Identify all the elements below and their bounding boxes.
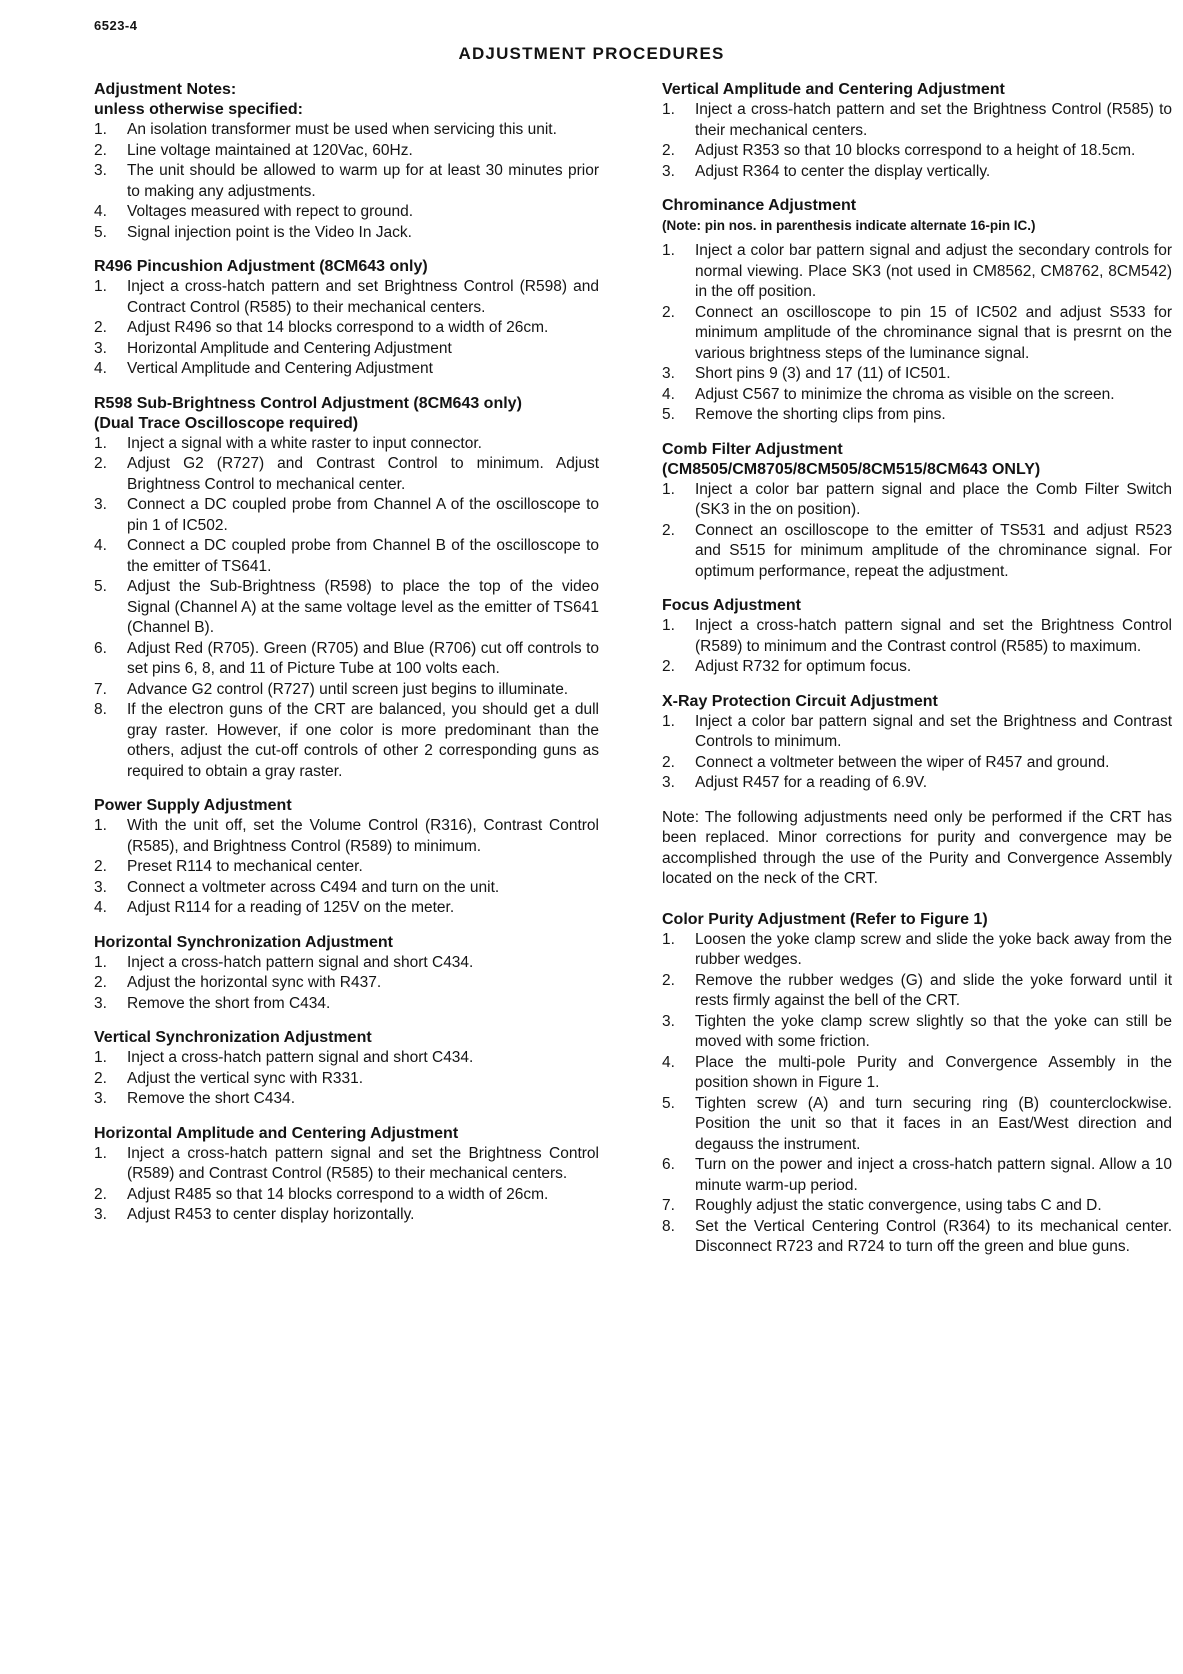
step-text: Short pins 9 (3) and 17 (11) of IC501.: [695, 365, 951, 382]
section-subtitle: (Dual Trace Oscilloscope required): [94, 414, 359, 432]
right-column: [662, 80, 1172, 1272]
step-text: The unit should be allowed to warm up for at least 30 minutes prior to making any adjustments.: [127, 162, 599, 200]
step-text: Inject a cross-hatch pattern signal and short C434.: [127, 953, 474, 971]
step-item: [662, 1217, 1172, 1258]
step-number: 1.: [94, 1144, 107, 1162]
step-text: Tighten screw (A) and turn securing ring (B) counterclockwise. Position the unit so that it faces in an East/West direction and degauss the instrument.: [695, 1094, 1172, 1153]
step-item: [662, 1012, 1172, 1053]
step-text: Adjust the vertical sync with R331.: [127, 1069, 364, 1087]
step-item: [662, 385, 1172, 406]
step-text: Adjust R457 for a reading of 6.9V.: [695, 774, 928, 791]
step-number: 2.: [94, 974, 107, 991]
step-number: 2.: [94, 455, 107, 472]
right-top-sections: [662, 80, 1172, 794]
step-item: [94, 359, 599, 380]
step-item: [94, 878, 599, 899]
section-title: X-Ray Protection Circuit Adjustment: [662, 692, 938, 710]
page-id: 6523-4: [94, 18, 138, 33]
step-number: 1.: [94, 434, 107, 452]
step-number: 8.: [94, 701, 107, 718]
step-item: [94, 536, 599, 577]
step-item: [662, 241, 1172, 303]
section-title: Adjustment Notes:: [94, 81, 237, 98]
step-list: [662, 241, 1172, 426]
section-chrominance-adjustment: [662, 196, 1172, 426]
step-item: [94, 141, 599, 162]
step-number: 3.: [94, 339, 107, 357]
step-item: [94, 1144, 599, 1185]
step-text: An isolation transformer must be used when servicing this unit.: [127, 121, 557, 138]
step-number: 3.: [662, 365, 675, 382]
step-text: Horizontal Amplitude and Centering Adjustment: [127, 339, 452, 357]
step-text: Voltages measured with repect to ground.: [127, 203, 414, 220]
step-item: [94, 994, 599, 1015]
step-number: 1.: [94, 1049, 107, 1066]
step-item: [94, 1069, 599, 1090]
section-focus-adjustment: [662, 596, 1172, 678]
step-number: 2.: [662, 142, 675, 159]
step-number: 1.: [94, 278, 107, 295]
step-number: 1.: [662, 712, 675, 730]
step-list: [94, 120, 599, 243]
step-number: 5.: [94, 223, 107, 241]
step-text: Inject a color bar pattern signal and adjust the secondary controls for normal viewing. Place SK3 (not used in CM8562, CM8762, 8CM542) in the off position.: [695, 242, 1172, 300]
step-number: 1.: [662, 930, 675, 948]
step-text: Adjust R485 so that 14 blocks correspond to a width of 26cm.: [127, 1185, 549, 1203]
step-item: [94, 1205, 599, 1226]
section-title: Vertical Synchronization Adjustment: [94, 1029, 372, 1046]
step-text: Line voltage maintained at 120Vac, 60Hz.: [127, 141, 413, 159]
step-text: Inject a cross-hatch pattern and set the Brightness Control (R585) to their mechanical centers.: [695, 101, 1172, 139]
step-text: Adjust G2 (R727) and Contrast Control to minimum. Adjust Brightness Control to mechanical center.: [127, 455, 599, 493]
step-number: 3.: [94, 162, 107, 179]
step-number: 4.: [94, 899, 107, 916]
section-x-ray-protection-circuit-adjustment: [662, 692, 1172, 794]
section-adjustment-notes: [94, 80, 599, 243]
section-title: Color Purity Adjustment (Refer to Figure 1): [662, 910, 988, 928]
step-text: Preset R114 to mechanical center.: [127, 858, 363, 875]
section-r598-sub-brightness-control-adjustment-8cm643-only: [94, 394, 599, 783]
step-text: Adjust Red (R705). Green (R705) and Blue (R706) cut off controls to set pins 6, 8, and 11 of Picture Tube at 100 volts each.: [127, 639, 599, 677]
step-text: Inject a cross-hatch pattern signal and set the Brightness Control (R589) and Contrast Control (R585) to their mechanical centers.: [127, 1144, 599, 1182]
step-item: [94, 202, 599, 223]
step-item: [94, 339, 599, 360]
step-number: 5.: [662, 1094, 675, 1112]
step-text: Connect a voltmeter across C494 and turn on the unit.: [127, 878, 500, 896]
step-item: [662, 971, 1172, 1012]
step-number: 1.: [662, 101, 675, 118]
section-title: Horizontal Amplitude and Centering Adjustment: [94, 1124, 459, 1142]
step-item: [662, 1155, 1172, 1196]
right-bottom-sections: [662, 910, 1172, 1258]
section-title: Chrominance Adjustment: [662, 197, 857, 214]
step-number: 2.: [662, 521, 675, 539]
step-text: Tighten the yoke clamp screw slightly so that the yoke can still be moved with some friction.: [695, 1012, 1172, 1050]
step-item: [94, 1048, 599, 1069]
step-item: [94, 973, 599, 994]
step-text: Inject a cross-hatch pattern signal and set the Brightness Control (R589) to minimum and the Contrast control (R585) to maximum.: [695, 617, 1172, 655]
step-number: 5.: [662, 406, 675, 423]
step-item: [662, 521, 1172, 583]
step-text: Inject a color bar pattern signal and place the Comb Filter Switch (SK3 in the on position).: [695, 480, 1172, 518]
step-text: Inject a color bar pattern signal and set the Brightness and Contrast Controls to minimum.: [695, 712, 1172, 750]
step-text: Place the multi-pole Purity and Convergence Assembly in the position shown in Figure 1.: [695, 1053, 1172, 1091]
step-number: 2.: [94, 858, 107, 875]
step-number: 2.: [662, 753, 675, 771]
step-list: [662, 712, 1172, 794]
step-list: [94, 434, 599, 783]
step-number: 3.: [662, 162, 675, 180]
step-item: [662, 303, 1172, 365]
step-item: [94, 223, 599, 244]
step-number: 2.: [94, 319, 107, 336]
step-number: 2.: [94, 1185, 107, 1203]
step-text: Loosen the yoke clamp screw and slide the yoke back away from the rubber wedges.: [695, 930, 1172, 968]
step-item: [94, 1089, 599, 1110]
step-item: [94, 898, 599, 919]
step-number: 5.: [94, 578, 107, 595]
step-number: 1.: [94, 817, 107, 834]
step-text: Adjust the Sub-Brightness (R598) to place the top of the video Signal (Channel A) at the same voltage level as the emitter of TS641 (Channel B).: [127, 578, 599, 636]
step-number: 6.: [662, 1156, 675, 1173]
step-item: [94, 857, 599, 878]
step-item: [662, 616, 1172, 657]
section-subtitle: unless otherwise specified:: [94, 101, 303, 118]
step-number: 3.: [662, 1012, 675, 1030]
step-number: 3.: [94, 878, 107, 896]
step-text: Adjust R353 so that 10 blocks correspond to a height of 18.5cm.: [695, 142, 1136, 159]
section-title: Vertical Amplitude and Centering Adjustment: [662, 81, 1005, 98]
step-number: 1.: [662, 480, 675, 498]
step-item: [94, 120, 599, 141]
step-number: 2.: [94, 1069, 107, 1087]
step-item: [662, 162, 1172, 183]
step-text: Adjust R453 to center display horizontally.: [127, 1206, 415, 1223]
step-item: [662, 364, 1172, 385]
step-text: Adjust the horizontal sync with R437.: [127, 974, 382, 991]
step-number: 1.: [94, 121, 107, 138]
step-text: Remove the rubber wedges (G) and slide the yoke forward until it rests firmly against the bell of the CRT.: [695, 971, 1172, 1009]
step-number: 7.: [94, 680, 107, 698]
step-text: Adjust R496 so that 14 blocks correspond to a width of 26cm.: [127, 319, 549, 336]
section-subtitle: (Note: pin nos. in parenthesis indicate alternate 16-pin IC.): [662, 218, 1036, 233]
step-number: 1.: [662, 617, 675, 634]
section-vertical-amplitude-and-centering-adjustment: [662, 80, 1172, 182]
step-item: [94, 454, 599, 495]
step-text: Turn on the power and inject a cross-hatch pattern signal. Allow a 10 minute warm-up period.: [695, 1156, 1172, 1194]
step-item: [662, 100, 1172, 141]
step-item: [94, 495, 599, 536]
step-number: 4.: [662, 385, 675, 403]
step-number: 4.: [94, 537, 107, 554]
section-vertical-synchronization-adjustment: [94, 1028, 599, 1110]
step-text: Adjust R364 to center the display vertically.: [695, 162, 991, 180]
step-number: 6.: [94, 639, 107, 657]
section-power-supply-adjustment: [94, 796, 599, 919]
step-text: Connect a voltmeter between the wiper of R457 and ground.: [695, 753, 1110, 771]
step-number: 3.: [662, 774, 675, 791]
page-title: ADJUSTMENT PROCEDURES: [458, 44, 725, 63]
step-item: [662, 712, 1172, 753]
step-list: [94, 1144, 599, 1226]
step-number: 2.: [94, 141, 107, 159]
step-item: [662, 480, 1172, 521]
step-text: Remove the short C434.: [127, 1090, 296, 1107]
step-item: [94, 1185, 599, 1206]
step-number: 8.: [662, 1217, 675, 1235]
step-item: [662, 1053, 1172, 1094]
step-number: 4.: [94, 360, 107, 377]
section-horizontal-amplitude-and-centering-adjustment: [94, 1124, 599, 1226]
step-text: With the unit off, set the Volume Control (R316), Contrast Control (R585), and Brightness Control (R589) to minimum.: [127, 817, 599, 855]
step-number: 3.: [94, 1206, 107, 1223]
step-list: [94, 1048, 599, 1110]
step-list: [94, 816, 599, 919]
step-item: [94, 161, 599, 202]
step-text: Inject a cross-hatch pattern and set Brightness Control (R598) and Contract Control (R585) to their mechanical centers.: [127, 278, 599, 316]
step-text: Adjust C567 to minimize the chroma as visible on the screen.: [695, 385, 1115, 403]
left-column: [94, 80, 599, 1240]
section-title: Power Supply Adjustment: [94, 797, 292, 814]
step-text: If the electron guns of the CRT are balanced, you should get a dull gray raster. However, if one color is more predominant than the others, adjust the cut-off controls of other 2 corresponding guns as required to obtain a gray raster.: [127, 701, 599, 780]
step-item: [94, 816, 599, 857]
step-text: Connect a DC coupled probe from Channel A of the oscilloscope to pin 1 of IC502.: [127, 496, 599, 534]
step-text: Connect an oscilloscope to the emitter of TS531 and adjust R523 and S515 for minimum amplitude of the chrominance signal. For optimum performance, repeat the adjustment.: [695, 521, 1172, 580]
step-text: Remove the shorting clips from pins.: [695, 406, 946, 423]
step-list: [662, 616, 1172, 678]
section-horizontal-synchronization-adjustment: [94, 933, 599, 1015]
step-number: 3.: [94, 496, 107, 513]
step-list: [94, 953, 599, 1015]
section-r496-pincushion-adjustment-8cm643-only: [94, 257, 599, 380]
step-list: [94, 277, 599, 380]
section-title: Focus Adjustment: [662, 597, 801, 614]
step-number: 2.: [662, 971, 675, 989]
step-text: Adjust R114 for a reading of 125V on the meter.: [127, 899, 455, 916]
step-text: Inject a cross-hatch pattern signal and short C434.: [127, 1049, 474, 1066]
step-item: [662, 657, 1172, 678]
step-item: [662, 753, 1172, 774]
step-item: [662, 773, 1172, 794]
step-number: 1.: [94, 953, 107, 971]
step-text: Roughly adjust the static convergence, using tabs C and D.: [695, 1197, 1102, 1214]
step-text: Connect a DC coupled probe from Channel B of the oscilloscope to the emitter of TS641.: [127, 537, 599, 575]
step-item: [94, 434, 599, 455]
step-number: 3.: [94, 1090, 107, 1107]
step-number: 2.: [662, 303, 675, 321]
step-text: Connect an oscilloscope to pin 15 of IC502 and adjust S533 for minimum amplitude of the chrominance signal that is presrnt on the various brightness steps of the luminance signal.: [695, 303, 1172, 362]
step-list: [662, 100, 1172, 182]
step-item: [662, 1094, 1172, 1156]
step-text: Remove the short from C434.: [127, 994, 331, 1012]
step-number: 1.: [662, 242, 675, 259]
step-item: [94, 318, 599, 339]
step-number: 7.: [662, 1197, 675, 1214]
step-number: 3.: [94, 994, 107, 1012]
step-item: [94, 639, 599, 680]
step-text: Adjust R732 for optimum focus.: [695, 658, 912, 675]
section-color-purity-adjustment-refer-to-figure-1: [662, 910, 1172, 1258]
step-list: [662, 930, 1172, 1258]
step-item: [662, 930, 1172, 971]
section-title: R598 Sub-Brightness Control Adjustment (8CM643 only): [94, 394, 522, 412]
step-text: Signal injection point is the Video In Jack.: [127, 223, 412, 241]
step-text: Inject a signal with a white raster to input connector.: [127, 434, 482, 452]
step-list: [662, 480, 1172, 583]
step-item: [662, 141, 1172, 162]
step-text: Set the Vertical Centering Control (R364) to its mechanical center. Disconnect R723 and R724 to turn off the green and blue guns.: [695, 1217, 1172, 1255]
step-item: [662, 405, 1172, 426]
step-item: [94, 577, 599, 639]
step-item: [94, 700, 599, 782]
step-item: [662, 1196, 1172, 1217]
step-text: Advance G2 control (R727) until screen just begins to illuminate.: [127, 680, 569, 698]
section-title: R496 Pincushion Adjustment (8CM643 only): [94, 258, 428, 275]
section-title: Horizontal Synchronization Adjustment: [94, 933, 393, 951]
section-comb-filter-adjustment-cm8505-cm8705-8cm505-8cm515-8cm643-only: [662, 440, 1172, 583]
section-title: Comb Filter Adjustment (CM8505/CM8705/8CM505/8CM515/8CM643 ONLY): [662, 440, 1041, 478]
step-item: [94, 277, 599, 318]
step-text: Vertical Amplitude and Centering Adjustment: [127, 360, 433, 377]
step-item: [94, 953, 599, 974]
step-number: 4.: [662, 1053, 675, 1071]
step-item: [94, 680, 599, 701]
step-number: 2.: [662, 658, 675, 675]
step-number: 4.: [94, 203, 107, 220]
crt-replacement-note: Note: The following adjustments need only be performed if the CRT has been replaced. Minor corrections for purity and convergence may be accomplished through the use of the Purity and Convergence Assembly located on the neck of the CRT.: [662, 808, 1172, 887]
